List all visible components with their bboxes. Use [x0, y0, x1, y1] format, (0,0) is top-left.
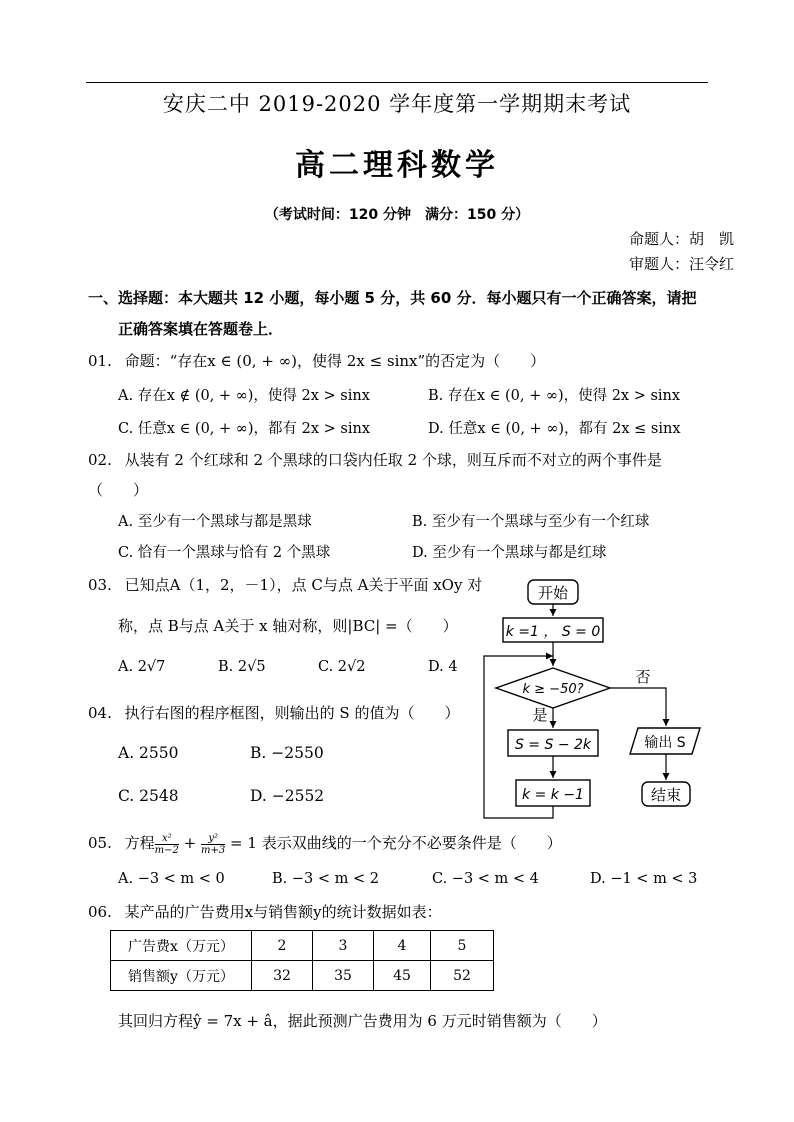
option-c: C. 2548	[118, 787, 179, 805]
plus-sign: +	[183, 834, 197, 852]
option-d: D. −2552	[250, 787, 325, 805]
question-stem: 执行右图的程序框图，则输出的 S 的值为（ ）	[124, 704, 460, 722]
fraction-1-numerator: x²	[155, 833, 179, 845]
question-number: 03.	[88, 576, 112, 594]
step2-label: k = k −1	[522, 787, 584, 803]
question-5	[88, 832, 562, 856]
question-number: 05.	[88, 834, 112, 852]
fraction-2	[201, 833, 225, 856]
question-4	[88, 702, 459, 723]
table-cell: 45	[374, 961, 431, 991]
start-label: 开始	[537, 584, 569, 602]
question-stem: 从装有 2 个红球和 2 个黑球的口袋内任取 2 个球，则互斥而不对立的两个事件是	[124, 451, 662, 469]
question-stem: 某产品的广告费用x与销售额y的统计数据如表：	[124, 903, 442, 921]
question-number: 04.	[88, 704, 112, 722]
statistics-table	[110, 930, 494, 991]
table-cell: 2	[252, 931, 313, 961]
question-stem-cont: 称，点 B与点 A关于 x 轴对称，则|BC| =（ ）	[118, 617, 458, 635]
section-heading-line1: 一、选择题：本大题共 12 小题，每小题 5 分，共 60 分．每小题只有一个正确答案，请把	[88, 289, 697, 307]
option-d: D. −1 < m < 3	[590, 871, 698, 887]
question-number: 06.	[88, 903, 112, 921]
question-stem: 命题：“存在x ∈ (0, + ∞)，使得 2x ≤ sinx”的否定为（ ）	[124, 352, 546, 370]
option-a: A. 2550	[118, 744, 179, 762]
option-b: B. −2550	[250, 744, 324, 762]
condition-label: k ≥ −50?	[522, 682, 584, 697]
exam-title: 安庆二中 2019-2020 学年度第一学期期末考试	[162, 92, 632, 116]
yes-label: 是	[532, 706, 548, 724]
option-d: D. 任意x ∈ (0, + ∞)，都有 2x ≤ sinx	[428, 421, 681, 437]
question-2	[88, 449, 662, 470]
step1-label: S = S − 2k	[514, 737, 592, 753]
table-cell: 52	[431, 961, 494, 991]
table-cell: 32	[252, 961, 313, 991]
table-cell: 5	[431, 931, 494, 961]
table-row	[111, 961, 494, 991]
table-cell: 35	[313, 961, 374, 991]
row-label: 广告费x（万元）	[111, 931, 252, 961]
option-a: A. −3 < m < 0	[118, 871, 225, 887]
question-number: 01.	[88, 352, 112, 370]
question-followup: 其回归方程ŷ = 7x + â，据此预测广告费用为 6 万元时销售额为（ ）	[118, 1012, 607, 1030]
fraction-1	[155, 833, 179, 856]
end-label: 结束	[650, 786, 682, 804]
fraction-1-denominator: m−2	[154, 844, 179, 856]
exam-info: （考试时间：120 分钟 满分：150 分）	[264, 207, 530, 223]
question-number: 02.	[88, 451, 112, 469]
option-c: C. 任意x ∈ (0, + ∞)，都有 2x > sinx	[118, 421, 370, 437]
table-row	[111, 931, 494, 961]
option-a: A. 至少有一个黑球与都是黑球	[118, 514, 312, 530]
option-b: B. −3 < m < 2	[272, 871, 379, 887]
option-b: B. 2√5	[218, 659, 266, 675]
question-1	[88, 350, 545, 371]
setter: 命题人：胡 凯	[628, 230, 734, 248]
table-cell: 4	[374, 931, 431, 961]
reviewer: 审题人：汪令红	[628, 255, 734, 273]
fraction-2-numerator: y²	[201, 833, 225, 845]
stem-suffix: = 1 表示双曲线的一个充分不必要条件是（ ）	[230, 834, 562, 852]
question-6	[88, 901, 442, 922]
option-c: C. −3 < m < 4	[432, 871, 539, 887]
row-label: 销售额y（万元）	[111, 961, 252, 991]
program-flowchart	[478, 572, 708, 822]
option-c: C. 2√2	[318, 659, 366, 675]
table-cell: 3	[313, 931, 374, 961]
section-heading-line2: 正确答案填在答题卷上．	[118, 320, 284, 338]
subject-title: 高二理科数学	[295, 148, 499, 183]
option-a: A. 2√7	[118, 659, 166, 675]
header-rule	[86, 82, 708, 83]
option-d: D. 至少有一个黑球与都是红球	[412, 545, 607, 561]
init-label: k =1 ， S = 0	[505, 624, 601, 640]
question-3	[88, 574, 482, 595]
option-b: B. 存在x ∈ (0, + ∞)，使得 2x > sinx	[428, 388, 681, 404]
fraction-2-denominator: m+3	[201, 844, 226, 856]
option-d: D. 4	[428, 659, 458, 675]
question-stem: 已知点A（1，2，－1），点 C与点 A关于平面 xOy 对	[124, 576, 483, 594]
output-label: 输出 S	[644, 735, 686, 751]
option-c: C. 恰有一个黑球与恰有 2 个黑球	[118, 545, 331, 561]
option-a: A. 存在x ∉ (0, + ∞)，使得 2x > sinx	[118, 388, 370, 404]
option-b: B. 至少有一个黑球与至少有一个红球	[412, 514, 650, 530]
stem-prefix: 方程	[124, 834, 155, 852]
question-stem-cont: （ ）	[88, 481, 149, 499]
no-label: 否	[635, 668, 651, 686]
